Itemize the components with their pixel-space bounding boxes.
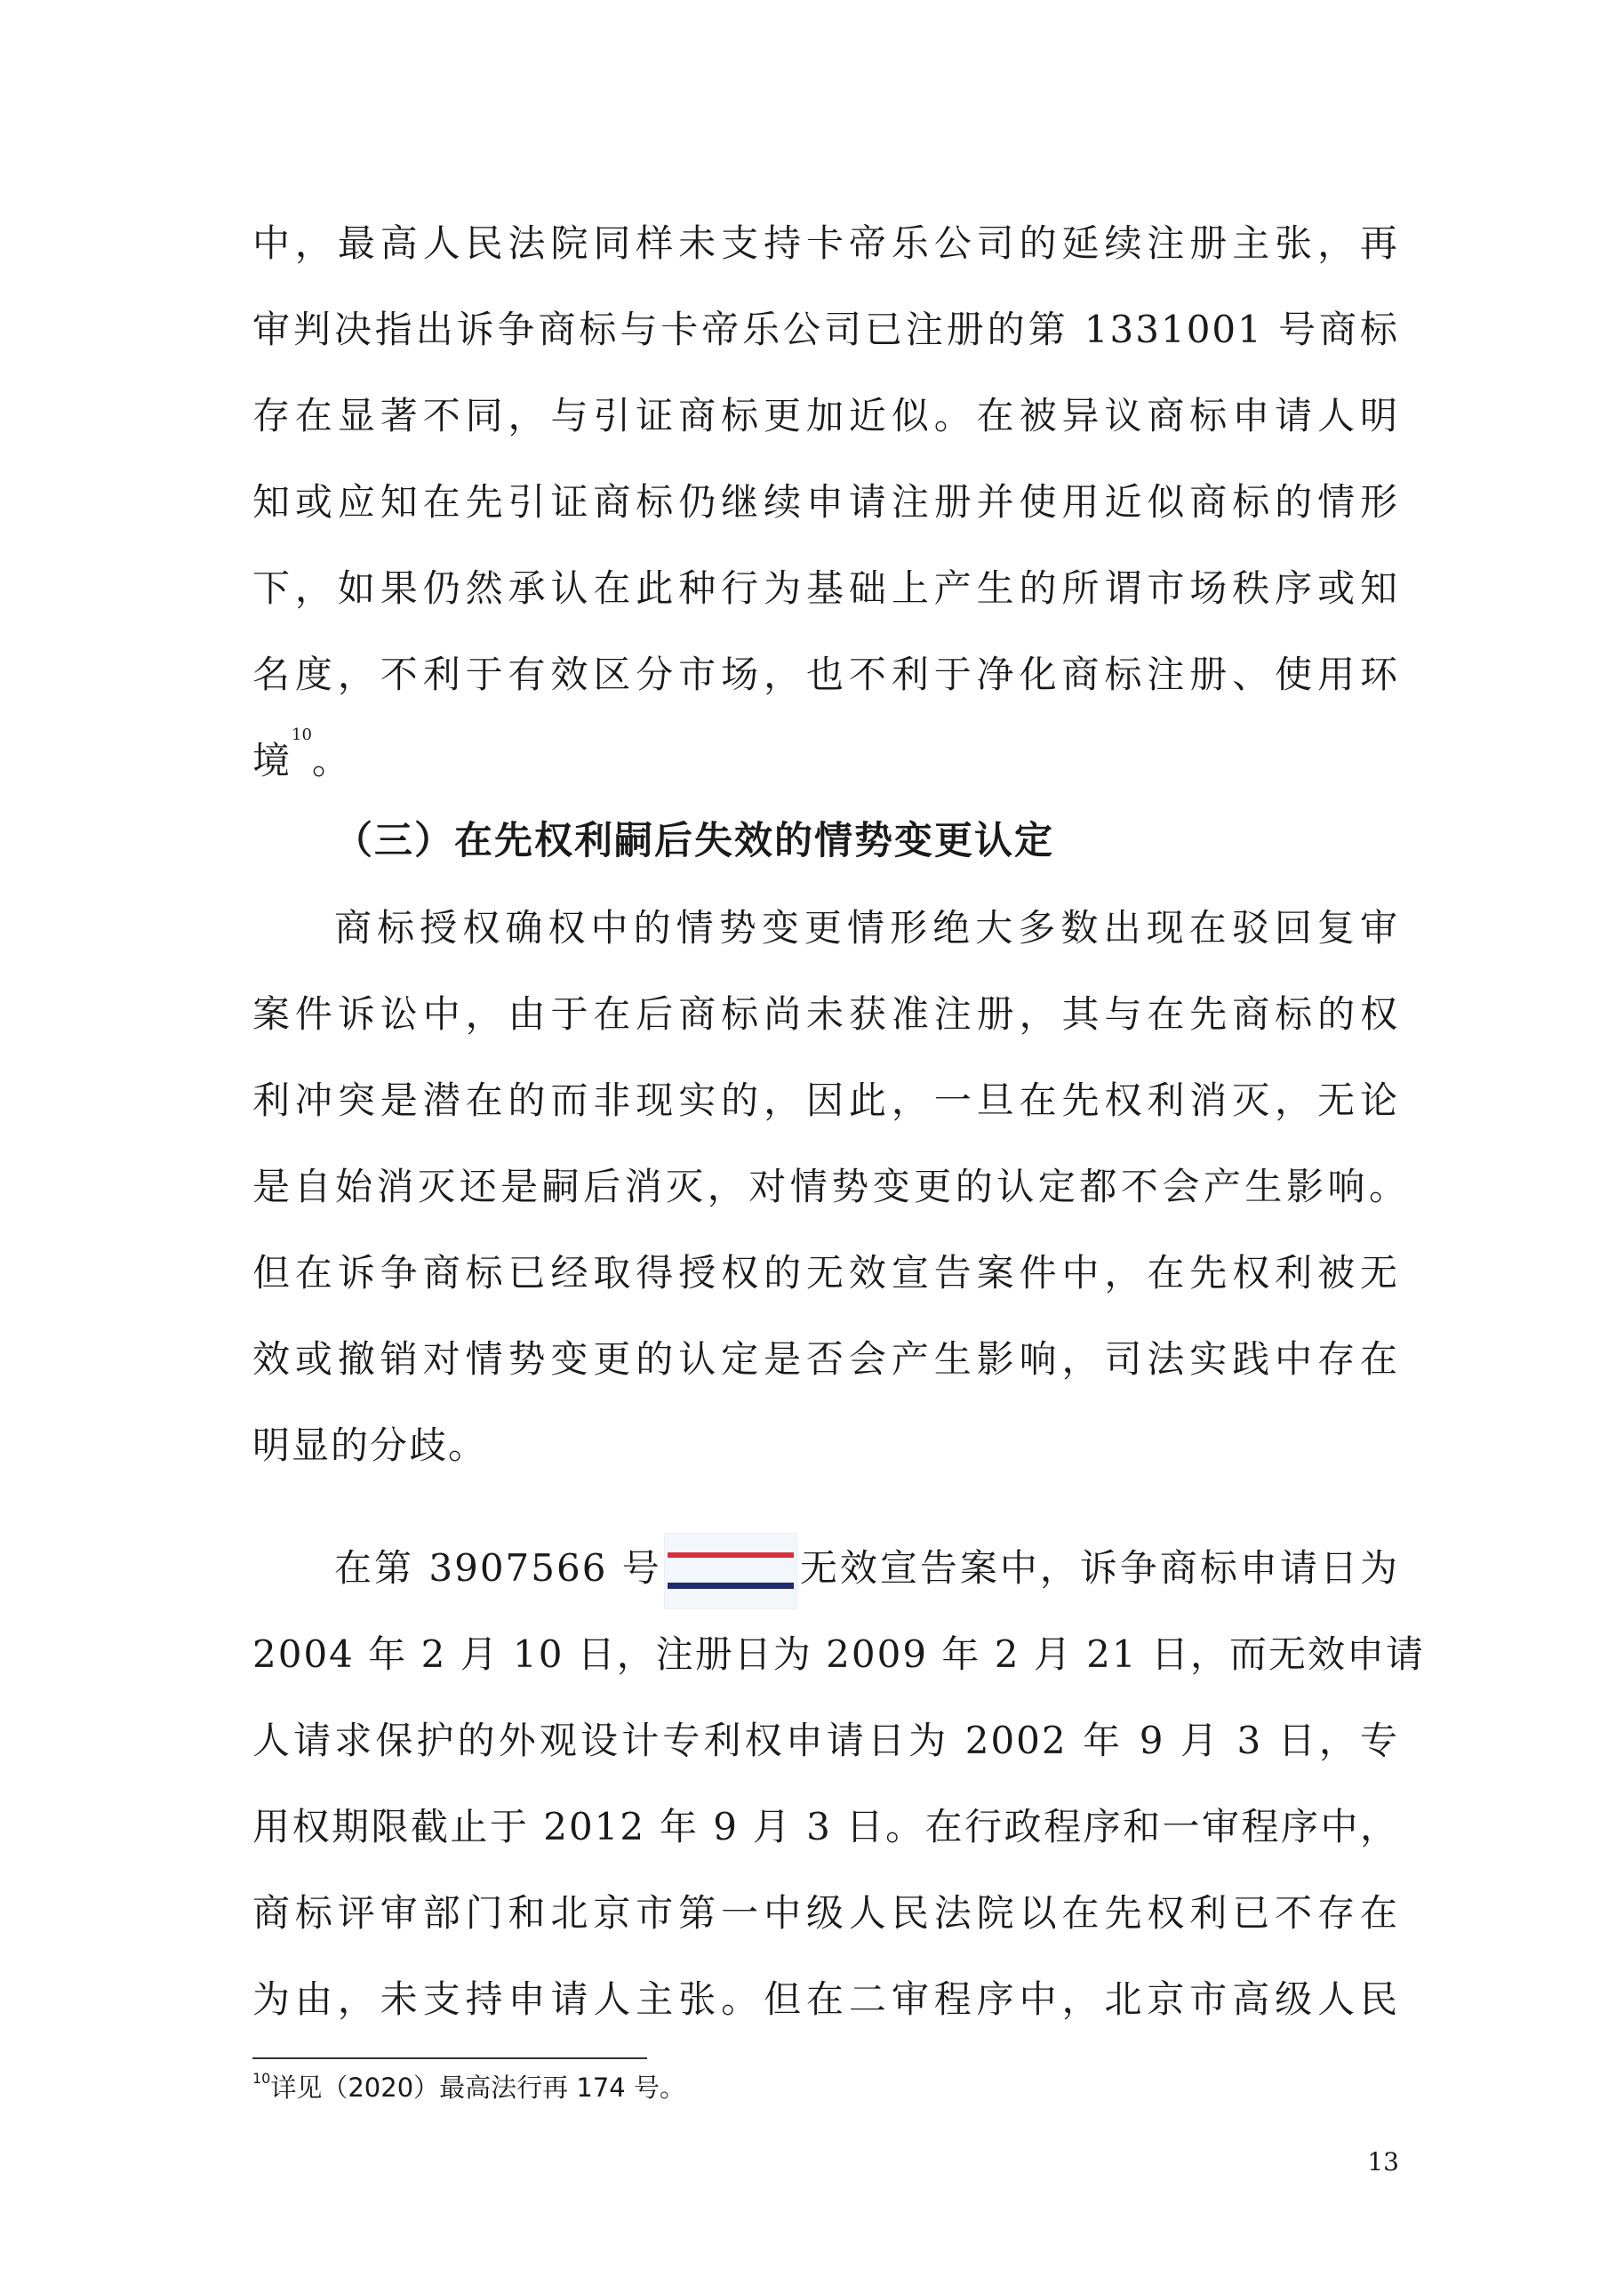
paragraph-2 bbox=[252, 885, 1408, 1488]
paragraph-3 bbox=[252, 1525, 1425, 2042]
paragraph-line: 下，如果仍然承认在此种行为基础上产生的所谓市场秩序或知 bbox=[252, 566, 1399, 610]
paragraph-line: 案件诉讼中，由于在后商标尚未获准注册，其与在先商标的权 bbox=[252, 992, 1399, 1036]
section-heading: （三）在先权利嗣后失效的情势变更认定 bbox=[334, 819, 1054, 863]
footnote bbox=[252, 2070, 685, 2105]
paragraph-line: 但在诉争商标已经取得授权的无效宣告案件中，在先权利被无 bbox=[252, 1251, 1399, 1295]
footnote-number: 10 bbox=[252, 2070, 271, 2087]
paragraph-line: 商标授权确权中的情势变更情形绝大多数出现在驳回复审 bbox=[334, 906, 1399, 950]
paragraph-line-text: 在第 3907566 号 bbox=[334, 1546, 662, 1590]
paragraph-line: 利冲突是潜在的而非现实的，因此，一旦在先权利消灭，无论 bbox=[252, 1078, 1399, 1122]
footnote-reference[interactable]: 10 bbox=[292, 726, 312, 744]
paragraph-line-text: 境 bbox=[252, 739, 292, 782]
paragraph-line-end: 。 bbox=[311, 739, 351, 782]
paragraph-first-line bbox=[252, 1525, 1399, 1611]
paragraph-line: 审判决指出诉争商标与卡帝乐公司已注册的第 1331001 号商标 bbox=[252, 308, 1399, 351]
paragraph-line: 人请求保护的外观设计专利权申请日为 2002 年 9 月 3 日，专 bbox=[252, 1719, 1399, 1762]
paragraph-line: 存在显著不同，与引证商标更加近似。在被异议商标申请人明 bbox=[252, 394, 1399, 437]
page-number: 13 bbox=[1367, 2147, 1399, 2177]
paragraph-line: 中，最高人民法院同样未支持卡帝乐公司的延续注册主张，再 bbox=[252, 221, 1399, 265]
paragraph-line: 是自始消灭还是嗣后消灭，对情势变更的认定都不会产生影响。 bbox=[252, 1165, 1408, 1208]
paragraph-line-text: 无效宣告案中，诉争商标申请日为 bbox=[798, 1546, 1399, 1590]
paragraph-line: 知或应知在先引证商标仍继续申请注册并使用近似商标的情形 bbox=[252, 480, 1399, 524]
paragraph-line: 用权期限截止于 2012 年 9 月 3 日。在行政程序和一审程序中， bbox=[252, 1805, 1399, 1848]
paragraph-1 bbox=[252, 200, 1399, 804]
paragraph-line: 名度，不利于有效区分市场，也不利于净化商标注册、使用环 bbox=[252, 653, 1399, 696]
footnote-text: 详见（2020）最高法行再 174 号。 bbox=[270, 2073, 685, 2103]
paragraph-line: 效或撤销对情势变更的认定是否会产生影响，司法实践中存在 bbox=[252, 1337, 1399, 1381]
trademark-bottom-stripe bbox=[668, 1583, 794, 1589]
paragraph-line: 商标评审部门和北京市第一中级人民法院以在先权利已不存在 bbox=[252, 1891, 1399, 1935]
paragraph-line: 为由，未支持申请人主张。但在二审程序中，北京市高级人民 bbox=[252, 1977, 1399, 2021]
trademark-top-stripe bbox=[668, 1552, 794, 1558]
footnote-divider bbox=[252, 2057, 647, 2059]
paragraph-line: 2004 年 2 月 10 日，注册日为 2009 年 2 月 21 日，而无效申请 bbox=[252, 1632, 1425, 1676]
paragraph-last-line bbox=[252, 718, 1399, 804]
trademark-image bbox=[664, 1533, 797, 1609]
paragraph-line: 明显的分歧。 bbox=[252, 1423, 488, 1467]
